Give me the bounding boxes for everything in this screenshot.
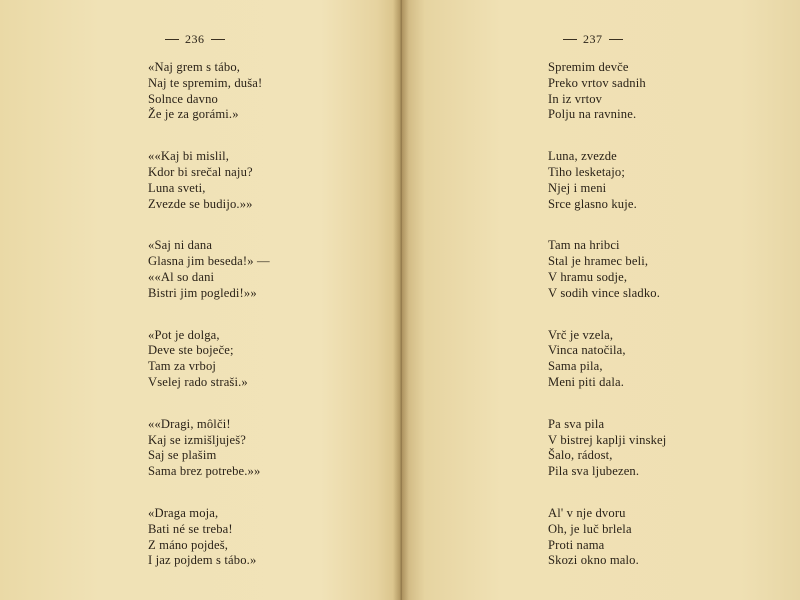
verse-line: V hramu sodje,: [548, 269, 628, 284]
verse-line: Polju na ravnine.: [548, 107, 637, 122]
verse-line: Luna sveti,: [148, 180, 206, 195]
verse-line: ««Kaj bi mislil,: [148, 149, 230, 164]
verse-line: Glasna jim beseda!» —: [148, 254, 270, 269]
verse-line: Preko vrtov sadnih: [548, 75, 646, 90]
folio-number: 236: [185, 32, 205, 46]
stanza: [148, 506, 270, 569]
verse-line: I jaz pojdem s tábo.»: [148, 553, 257, 568]
verse-line: Z máno pojdeš,: [148, 537, 229, 552]
verse-line: Skozi okno malo.: [548, 553, 639, 568]
verse-line: Saj se plašim: [148, 448, 217, 463]
stanza: [148, 149, 270, 212]
verse-line: Njej i meni: [548, 180, 607, 195]
verse-line: Tiho lesketajo;: [548, 164, 626, 179]
verse-line: Tam za vrboj: [148, 359, 217, 374]
verse-line: ««Al so dani: [148, 269, 215, 284]
verse-line: Spremim devče: [548, 60, 629, 74]
verse-line: Srce glasno kuje.: [548, 196, 637, 211]
verse-line: Stal je hramec beli,: [548, 254, 649, 269]
verse-line: V bistrej kaplji vinskej: [548, 432, 667, 447]
verse-line: ««Dragi, môlči!: [148, 416, 231, 431]
folio-ornament: [609, 39, 623, 40]
verse-line: Vselej rado straši.»: [148, 374, 248, 389]
book-gutter: [393, 0, 409, 600]
page-number-left: [165, 32, 225, 47]
stanza: [548, 417, 666, 480]
poem-text-right: [548, 60, 666, 595]
verse-line: Šalo, rádost,: [548, 448, 613, 463]
folio-ornament: [165, 39, 179, 40]
verse-line: «Saj ni dana: [148, 238, 213, 253]
verse-line: Luna, zvezde: [548, 149, 617, 164]
stanza: [148, 60, 270, 123]
verse-line: Al' v nje dvoru: [548, 505, 626, 520]
verse-line: Proti nama: [548, 537, 605, 552]
stanza: [548, 60, 666, 123]
verse-line: Bistri jim pogledi!»»: [148, 285, 257, 300]
verse-line: Sama pila,: [548, 359, 603, 374]
stanza: [148, 417, 270, 480]
verse-line: Kdor bi srečal naju?: [148, 164, 253, 179]
right-page: [401, 0, 800, 600]
stanza: [548, 328, 666, 391]
verse-line: Naj te spremim, duša!: [148, 75, 263, 90]
verse-line: V sodih vince sladko.: [548, 285, 661, 300]
verse-line: Meni piti dala.: [548, 374, 625, 389]
verse-line: Deve ste boječe;: [148, 343, 234, 358]
stanza: [548, 149, 666, 212]
stanza: [548, 506, 666, 569]
verse-line: Bati né se treba!: [148, 521, 233, 536]
verse-line: Pa sva pila: [548, 416, 605, 431]
verse-line: Sama brez potrebe.»»: [148, 464, 261, 479]
verse-line: Solnce davno: [148, 91, 219, 106]
verse-line: Pila sva ljubezen.: [548, 464, 640, 479]
folio-ornament: [211, 39, 225, 40]
verse-line: In iz vrtov: [548, 91, 603, 106]
stanza: [548, 238, 666, 301]
verse-line: Vrč je vzela,: [548, 327, 614, 342]
verse-line: Vinca natočila,: [548, 343, 626, 358]
verse-line: Tam na hribci: [548, 238, 620, 253]
page-number-right: [563, 32, 623, 47]
verse-line: «Naj grem s tábo,: [148, 60, 241, 74]
stanza: [148, 328, 270, 391]
stanza: [148, 238, 270, 301]
verse-line: «Pot je dolga,: [148, 327, 220, 342]
poem-text-left: [148, 60, 270, 595]
verse-line: Kaj se izmišljuješ?: [148, 432, 246, 447]
verse-line: Že je za gorámi.»: [148, 107, 239, 122]
verse-line: Oh, je luč brlela: [548, 521, 632, 536]
folio-ornament: [563, 39, 577, 40]
verse-line: Zvezde se budijo.»»: [148, 196, 253, 211]
verse-line: «Draga moja,: [148, 505, 219, 520]
folio-number: 237: [583, 32, 603, 46]
